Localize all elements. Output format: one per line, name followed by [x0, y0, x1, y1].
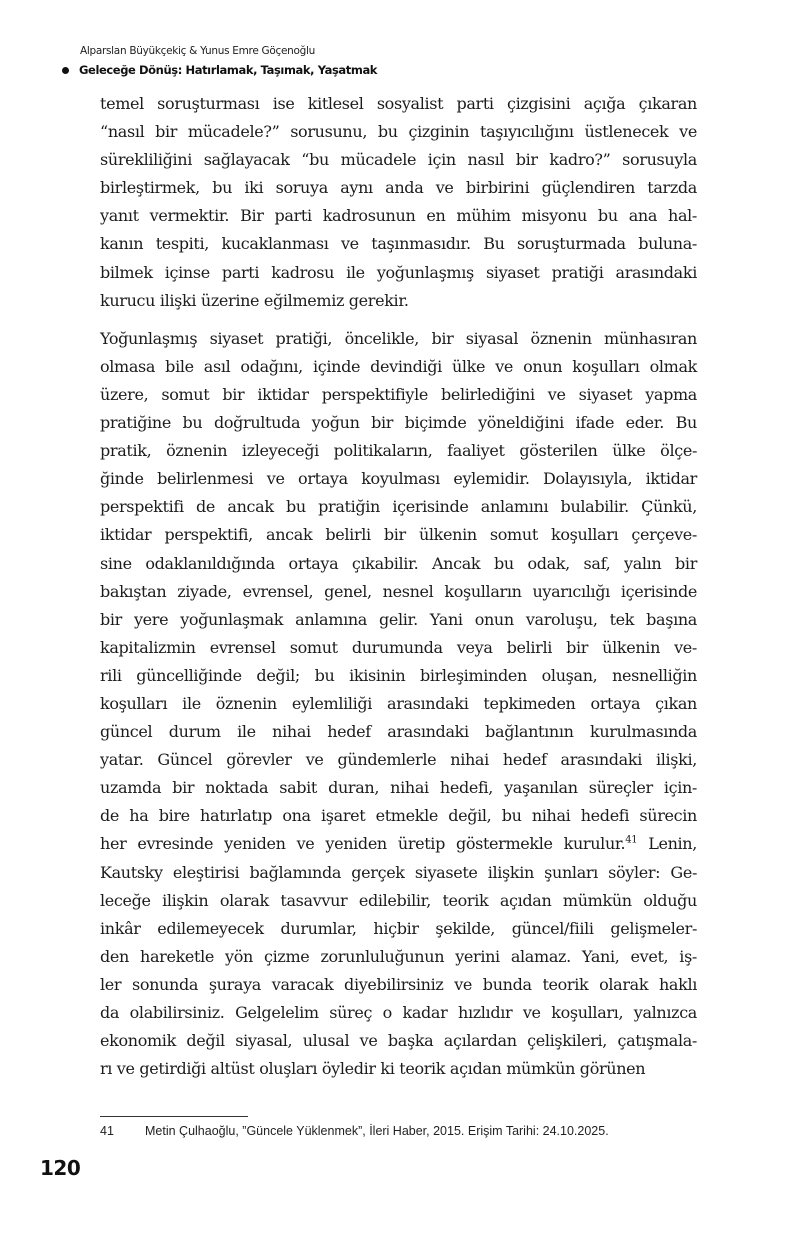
text-line: Yoğunlaşmış siyaset pratiği, öncelikle, bir siyasal öznenin münhasıran [100, 328, 697, 348]
text-line: pratik, öznenin izleyeceği politikaların, faaliyet gösterilen ülke ölçe- [100, 441, 697, 461]
text-line: pratiğine bu doğrultuda yoğun bir biçimde yöneldiğini ifade eder. Bu [100, 413, 697, 433]
running-header-book-line [62, 62, 377, 78]
text-line: sine odaklanıldığında ortaya çıkabilir. Ancak bu odak, saf, yalın bir [100, 553, 697, 573]
text-line: “nasıl bir mücadele?” sorusunu, bu çizginin taşıyıcılığını üstlenecek ve [100, 122, 697, 142]
text-line: sürekliliğini sağlayacak “bu mücadele için nasıl bir kadro?” sorusuyla [100, 150, 697, 170]
footnote-reference: 41 [625, 835, 638, 847]
text-line: yatar. Güncel görevler ve gündemlerle nihai hedef arasındaki ilişki, [100, 750, 697, 770]
text-line: kanın tespiti, kucaklanması ve taşınmasıdır. Bu soruşturmada buluna- [100, 234, 697, 254]
text-line: bakıştan ziyade, evrensel, genel, nesnel koşulların uyarıcılığı içerisinde [100, 581, 697, 601]
text-segment: her evresinde yeniden ve yeniden üretip göstermekle kurulur. [100, 834, 626, 854]
text-line: yanıt vermektir. Bir parti kadrosunun en mühim misyonu bu ana hal- [100, 206, 697, 226]
text-line: ekonomik değil siyasal, ulusal ve başka açılardan çelişkileri, çatışmala- [100, 1031, 697, 1051]
text-line: kurucu ilişki üzerine eğilmemiz gerekir. [100, 290, 409, 310]
text-line: temel soruşturması ise kitlesel sosyalist parti çizgisini açığa çıkaran [100, 94, 697, 113]
text-line: güncel durum ile nihai hedef arasındaki bağlantının kurulmasında [100, 722, 697, 742]
text-line: olmasa bile asıl odağını, içinde devindiği ülke ve onun koşulları olmak [100, 356, 697, 376]
running-header-authors: Alparslan Büyükçekiç & Yunus Emre Göçenoğlu [80, 45, 315, 57]
running-header [62, 44, 377, 78]
text-line: rı ve getirdiği altüst oluşları öyledir ki teorik açıdan mümkün görünen [100, 1059, 646, 1079]
text-line: kapitalizmin evrensel somut durumunda veya belirli bir ülkenin ve- [100, 637, 697, 657]
text-line: da olabilirsiniz. Gelgelelim süreç o kadar hızlıdır ve koşulları, yalnızca [100, 1003, 697, 1022]
text-segment: Lenin, [637, 834, 697, 854]
text-line: leceğe ilişkin olarak tasavvur edilebilir, teorik açıdan mümkün olduğu [100, 890, 697, 910]
text-line: de ha bire hatırlatıp ona işaret etmekle değil, bu nihai hedefi sürecin [100, 806, 697, 826]
text-line: perspektifi de ancak bu pratiğin içerisinde anlamını bulabilir. Çünkü, [100, 497, 697, 517]
text-line: ler sonunda şuraya varacak diyebilirsiniz ve bunda teorik olarak haklı [100, 974, 697, 994]
running-header-book-title: Geleceğe Dönüş: Hatırlamak, Taşımak, Yaşatmak [79, 63, 378, 77]
footnote-number: 41 [100, 1124, 114, 1138]
text-line: iktidar perspektifi, ancak belirli bir ülkenin somut koşulları çerçeve- [100, 525, 697, 545]
text-line [100, 830, 697, 858]
text-line: ğinde belirlenmesi ve ortaya koyulması eylemidir. Dolayısıyla, iktidar [100, 469, 697, 489]
bullet-icon [62, 67, 69, 74]
footnote [100, 1124, 609, 1138]
paragraph [100, 325, 697, 1084]
text-line: uzamda bir noktada sabit duran, nihai hedefi, yaşanılan süreçler için- [100, 778, 697, 798]
footnote-text: Metin Çulhaoğlu, ”Güncele Yüklenmek”, İleri Haber, 2015. Erişim Tarihi: 24.10.2025. [145, 1124, 609, 1138]
page-number: 120 [40, 1156, 81, 1180]
text-line: rili güncelliğinde değil; bu ikisinin birleşiminden oluşan, nesnelliğin [100, 665, 697, 685]
text-line: bir yere yoğunlaşmak anlamına gelir. Yani onun varoluşu, tek başına [100, 609, 697, 629]
footnote-divider [100, 1116, 248, 1117]
text-line: üzere, somut bir iktidar perspektifiyle belirlediğini ve siyaset yapma [100, 384, 697, 404]
text-line: bilmek içinse parti kadrosu ile yoğunlaşmış siyaset pratiği arasındaki [100, 262, 697, 282]
text-line: birleştirmek, bu iki soruya aynı anda ve birbirini güçlendiren tarzda [100, 178, 697, 198]
body-text [100, 90, 697, 1083]
text-line: den hareketle yön çizme zorunluluğunun yerini alamaz. Yani, evet, iş- [100, 946, 697, 966]
paragraph [100, 90, 697, 315]
text-line: inkâr edilemeyecek durumlar, hiçbir şekilde, güncel/fiili gelişmeler- [100, 918, 697, 938]
text-line: koşulları ile öznenin eylemliliği arasındaki tepkimeden ortaya çıkan [100, 693, 697, 713]
text-line: Kautsky eleştirisi bağlamında gerçek siyasete ilişkin şunları söyler: Ge- [100, 862, 697, 882]
